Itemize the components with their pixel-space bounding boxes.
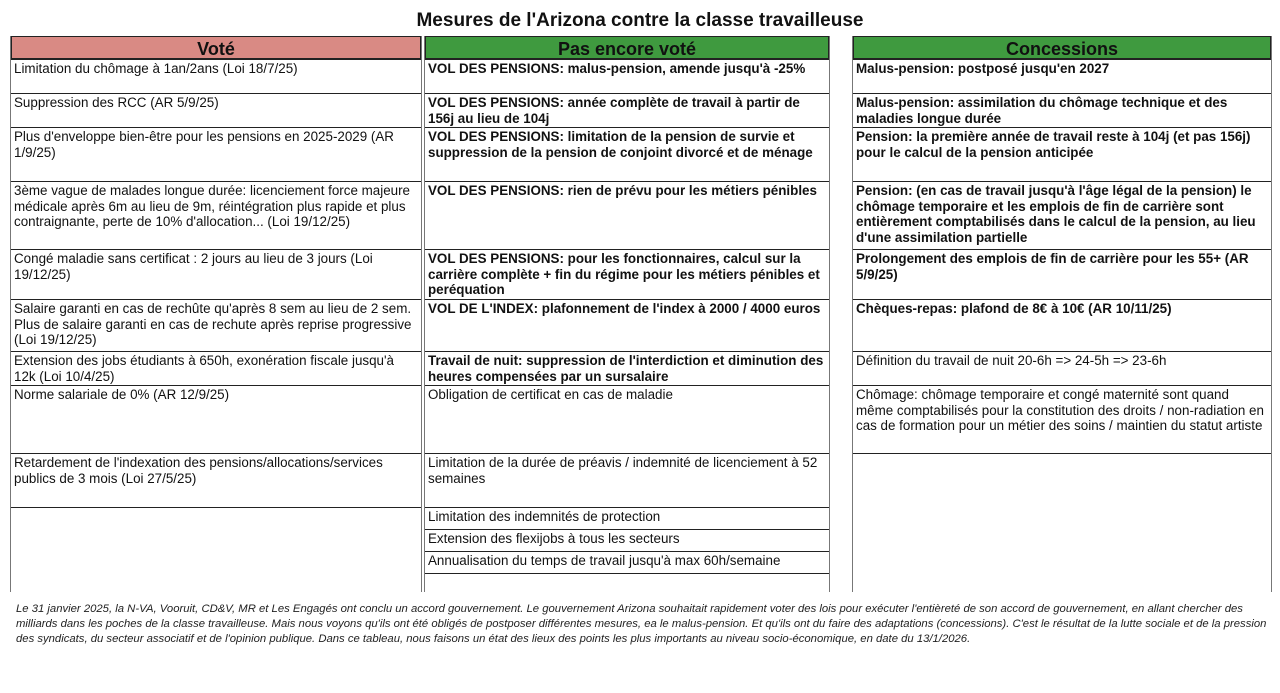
pas-encore-cell: VOL DES PENSIONS: pour les fonctionnaires, calcul sur la carrière complète + fin du régime pour les métiers pénibles et peréquation: [425, 250, 829, 300]
pas-encore-cell: VOL DES PENSIONS: malus-pension, amende jusqu'à -25%: [425, 60, 829, 94]
column-header-vote: Voté: [11, 36, 421, 60]
concession-cell: Malus-pension: postposé jusqu'en 2027: [853, 60, 1271, 94]
pas-encore-cell: Annualisation du temps de travail jusqu'à max 60h/semaine: [425, 552, 829, 574]
concession-cell: Pension: (en cas de travail jusqu'à l'âge légal de la pension) le chômage temporaire et les emplois de fin de carrière sont entièrement comptabilisés dans le calcul de la pension, au lieu d'une assimilation partielle: [853, 182, 1271, 250]
pas-encore-cell: VOL DES PENSIONS: limitation de la pension de survie et suppression de la pension de conjoint divorcé et de ménage: [425, 128, 829, 182]
concession-cell: Prolongement des emplois de fin de carrière pour les 55+ (AR 5/9/25): [853, 250, 1271, 300]
vote-cell: 3ème vague de malades longue durée: licenciement force majeure médicale après 6m au lieu de 9m, réintégration plus rapide et plus contraignante, perte de 10% d'allocation... (Loi 19/12/25): [11, 182, 421, 250]
vote-cell: Retardement de l'indexation des pensions/allocations/services publics de 3 mois (Loi 27/5/25): [11, 454, 421, 508]
concession-cell: Chômage: chômage temporaire et congé maternité sont quand même comptabilisés pour la constitution des droits / non-radiation en cas de formation pour un métier des soins / maintien du statut artiste: [853, 386, 1271, 454]
column-vote: [10, 36, 422, 592]
measures-table: [10, 36, 1272, 592]
page-title: Mesures de l'Arizona contre la classe travailleuse: [416, 10, 864, 31]
pas-encore-cell: VOL DES PENSIONS: année complète de travail à partir de 156j au lieu de 104j: [425, 94, 829, 128]
pas-encore-cell: Extension des flexijobs à tous les secteurs: [425, 530, 829, 552]
column-concessions: [852, 36, 1272, 592]
vote-cell: Plus d'enveloppe bien-être pour les pensions en 2025-2029 (AR 1/9/25): [11, 128, 421, 182]
concession-cell: Pension: la première année de travail reste à 104j (et pas 156j) pour le calcul de la pension anticipée: [853, 128, 1271, 182]
concession-cell: Malus-pension: assimilation du chômage technique et des maladies longue durée: [853, 94, 1271, 128]
pas-encore-cell: Travail de nuit: suppression de l'interdiction et diminution des heures compensées par un sursalaire: [425, 352, 829, 386]
column-header-pas-encore-vote: Pas encore voté: [425, 36, 829, 60]
vote-cell: Extension des jobs étudiants à 650h, exonération fiscale jusqu'à 12k (Loi 10/4/25): [11, 352, 421, 386]
vote-cell: Norme salariale de 0% (AR 12/9/25): [11, 386, 421, 454]
column-header-concessions: Concessions: [853, 36, 1271, 60]
pas-encore-cell: Limitation des indemnités de protection: [425, 508, 829, 530]
pas-encore-cell: VOL DES PENSIONS: rien de prévu pour les métiers pénibles: [425, 182, 829, 250]
column-pas-encore-vote: [424, 36, 830, 592]
vote-cell: Suppression des RCC (AR 5/9/25): [11, 94, 421, 128]
vote-cell: Limitation du chômage à 1an/2ans (Loi 18/7/25): [11, 60, 421, 94]
pas-encore-cell: VOL DE L'INDEX: plafonnement de l'index à 2000 / 4000 euros: [425, 300, 829, 352]
concession-cell: Chèques-repas: plafond de 8€ à 10€ (AR 10/11/25): [853, 300, 1271, 352]
pas-encore-cell: Limitation de la durée de préavis / indemnité de licenciement à 52 semaines: [425, 454, 829, 508]
vote-cell: Salaire garanti en cas de rechûte qu'après 8 sem au lieu de 2 sem. Plus de salaire garanti en cas de rechute après reprise progressive (Loi 19/12/25): [11, 300, 421, 352]
vote-cell: Congé maladie sans certificat : 2 jours au lieu de 3 jours (Loi 19/12/25): [11, 250, 421, 300]
concession-cell: Définition du travail de nuit 20-6h => 24-5h => 23-6h: [853, 352, 1271, 386]
footer-note: Le 31 janvier 2025, la N-VA, Vooruit, CD&V, MR et Les Engagés ont conclu un accord gouvernement. Le gouvernement Arizona souhaitait rapidement voter des lois pour exécuter l'entièreté de son accord de gouvernement, en allant chercher des milliards dans les poches de la classe travailleuse. Mais nous voyons qu'ils ont été obligés de postposer différentes mesures, ea le malus-pension. Et qu'ils ont du faire des adaptations (concessions). C'est le résultat de la lutte sociale et de la pression des syndicats, du secteur associatif et de l'opinion publique. Dans ce tableau, nous faisons un état des lieux des points les plus importants au niveau socio-économique, en date du 13/1/2026.: [16, 603, 1267, 645]
pas-encore-cell: Obligation de certificat en cas de maladie: [425, 386, 829, 454]
